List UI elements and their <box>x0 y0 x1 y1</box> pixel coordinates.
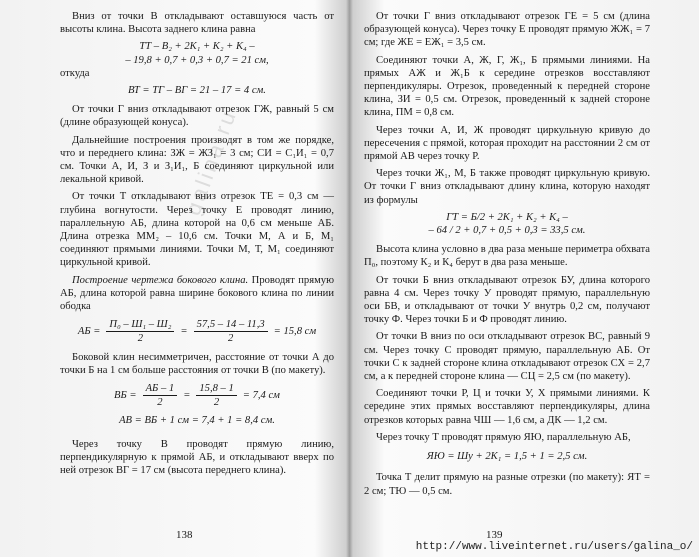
left-paragraph-2: От точки Г вниз откладывают отрезок ГЖ, равный 5 см (длине образующей конуса). <box>60 104 334 129</box>
left-paragraph-6: Боковой клин несимметричен, расстояние от точки А до точки Б на 1 см больше расстояния от точки В (по макету). <box>60 351 334 376</box>
left-paragraph-5-rest: Проводят прямую АБ, длина которой равна ширине бокового клина по линии ободка <box>60 274 334 313</box>
left-otkuda: откуда <box>60 67 90 79</box>
right-paragraph-4: Через точки Ж₁, М, Б также проводят циркульную кривую. От точки Г вниз откладывают длину клина, которую находят из формулы <box>364 168 650 206</box>
right-formula-1b: – 64 / 2 + 0,7 + 0,5 + 0,3 = 33,5 см. <box>428 225 586 237</box>
left-formula-4 <box>60 382 334 409</box>
watermark-text: galina.ru <box>180 105 242 219</box>
right-paragraph-1: От точки Г вниз откладывают отрезок ГЕ = 5 см (длина образующей конуса). Через точку Е проводят прямую ЖЖ₁ = 7 см; где ЖЕ = ЕЖ₁ = 3,5 см. <box>364 11 650 49</box>
left-formula-1a: ТТ – В₂ + 2К₁ + К₂ + К₄ – <box>139 41 255 53</box>
f3-fraction-2 <box>194 318 268 345</box>
left-formula-2: ВТ = ТГ – ВГ = 21 – 17 = 4 см. <box>128 85 266 97</box>
f3-den2: 2 <box>227 333 234 345</box>
right-paragraph-9: Через точку Т проводят прямую ЯЮ, параллельную АБ, <box>376 431 631 443</box>
left-paragraph-7: Через точку В проводят прямую линию, перпендикулярную к прямой АБ, и откладывают вверх по ней отрезок ВГ = 17 см (высота переднего клина). <box>60 438 334 477</box>
f4-fraction-2 <box>196 382 236 409</box>
f4-fraction-1 <box>143 382 178 409</box>
right-paragraph-5: Высота клина условно в два раза меньше периметра обхвата П₀, поэтому К₂ и К₄ берут в два раза меньше. <box>364 244 650 269</box>
f3-lhs: АБ = <box>77 326 101 338</box>
f4-eq: = <box>183 390 191 402</box>
right-paragraph-7: От точки В вниз по оси откладывают отрезок ВС, равный 9 см. Через точку С проводят прямую, параллельную АБ. От точки С к задней стороне клина откладывают отрезок СХ = 2,7 см, а к передней стороне клина — СЦ = 2,5 см (по макету). <box>364 331 650 383</box>
f3-num1: П₀ – Ш₁ – Ш₂ <box>106 318 174 332</box>
left-formula-1b: – 19,8 + 0,7 + 0,3 + 0,7 = 21 см, <box>125 54 269 66</box>
right-paragraph-8: Соединяют точки Р, Ц и точки У, Х прямыми линиями. К середине этих прямых восставляют перпендикуляры, длина отрезков которых равна ЧШ — 1,6 см, а ДК — 1,2 см. <box>364 388 650 426</box>
section-title: Построение чертежа бокового клина. <box>72 274 249 286</box>
right-paragraph-3: Через точки А, И, Ж проводят циркульную кривую до пересечения с прямой, которая проходит на расстоянии 2 см от прямой АВ через точку Р. <box>364 124 650 163</box>
source-url: http://www.liveinternet.ru/users/galina_o/ <box>415 541 693 553</box>
page-number-left: 138 <box>176 529 193 541</box>
f4-result: = 7,4 см <box>242 390 280 402</box>
f3-den1: 2 <box>137 333 144 345</box>
f4-den1: 2 <box>157 397 163 409</box>
right-page <box>364 10 650 537</box>
left-paragraph-3: Дальнейшие построения производят в том же порядке, что и переднего клина: ЗЖ = ЖЗ₁ = 3 см; СИ = С₁И₁ = 0,7 см. Точки А, И, З и З₁И₁, Б соединяют циркульной или лекальной кривой. <box>60 134 334 186</box>
left-formula-3 <box>60 318 334 345</box>
left-page <box>60 10 334 537</box>
f3-num2: 57,5 – 14 – 11,3 <box>194 318 268 332</box>
f4-num1: АБ – 1 <box>143 382 178 396</box>
f4-num2: 15,8 – 1 <box>196 382 236 396</box>
right-formula-1a: ГТ = Б/2 + 2К₁ + К₂ + К₄ – <box>446 211 568 223</box>
f3-fraction-1 <box>106 318 174 345</box>
page-number-right: 139 <box>486 529 503 541</box>
left-paragraph-5 <box>60 274 334 314</box>
f3-result: = 15,8 см <box>273 326 317 338</box>
right-paragraph-6: От точки Б вниз откладывают отрезок БУ, длина которого равна 4 см. Через точку У проводят прямую, параллельную оси БВ, и откладывают от точки У внутрь 0,2 см, получают точку Ф. Через точки Б и Ф проводят линию. <box>364 274 650 326</box>
f3-eq: = <box>180 326 188 338</box>
left-formula-5: АВ = ВБ + 1 см = 7,4 + 1 = 8,4 см. <box>119 415 275 427</box>
f4-den2: 2 <box>213 397 220 409</box>
f4-lhs: ВБ = <box>114 390 137 402</box>
right-paragraph-2: Соединяют точки А, Ж, Г, Ж₁, Б прямыми линиями. На прямых АЖ и Ж₁Б к середине отрезков восставляют перпендикуляры. Отрезок, проведенный к передней стороне клина, ЗИ = 0,5 см. Отрезок, проведенный к задней стороне клина, ПМ = 0,8 см. <box>364 54 650 119</box>
left-paragraph-4: От точки Т откладывают вниз отрезок ТЕ = 0,3 см — глубина вогнутости. Через точку Е проводят линию, параллельную АБ, длина которой на 0,6 см меньше АБ. Длина отрезка ММ₂ – 10,6 см. Точки М, А и Б, М₁ соединяют прямыми линиями. Точки М, Т, М₁ соединяют циркульной кривой. <box>60 191 334 269</box>
right-formula-2: ЯЮ = Шу + 2К₁ = 1,5 + 1 = 2,5 см. <box>426 451 588 463</box>
left-paragraph-1: Вниз от точки В откладывают оставшуюся часть от высоты клина. Высота заднего клина равна <box>60 11 334 36</box>
right-paragraph-10: Точка Т делит прямую на разные отрезки (по макету): ЯТ = 2 см; ТЮ — 0,5 см. <box>364 472 650 497</box>
